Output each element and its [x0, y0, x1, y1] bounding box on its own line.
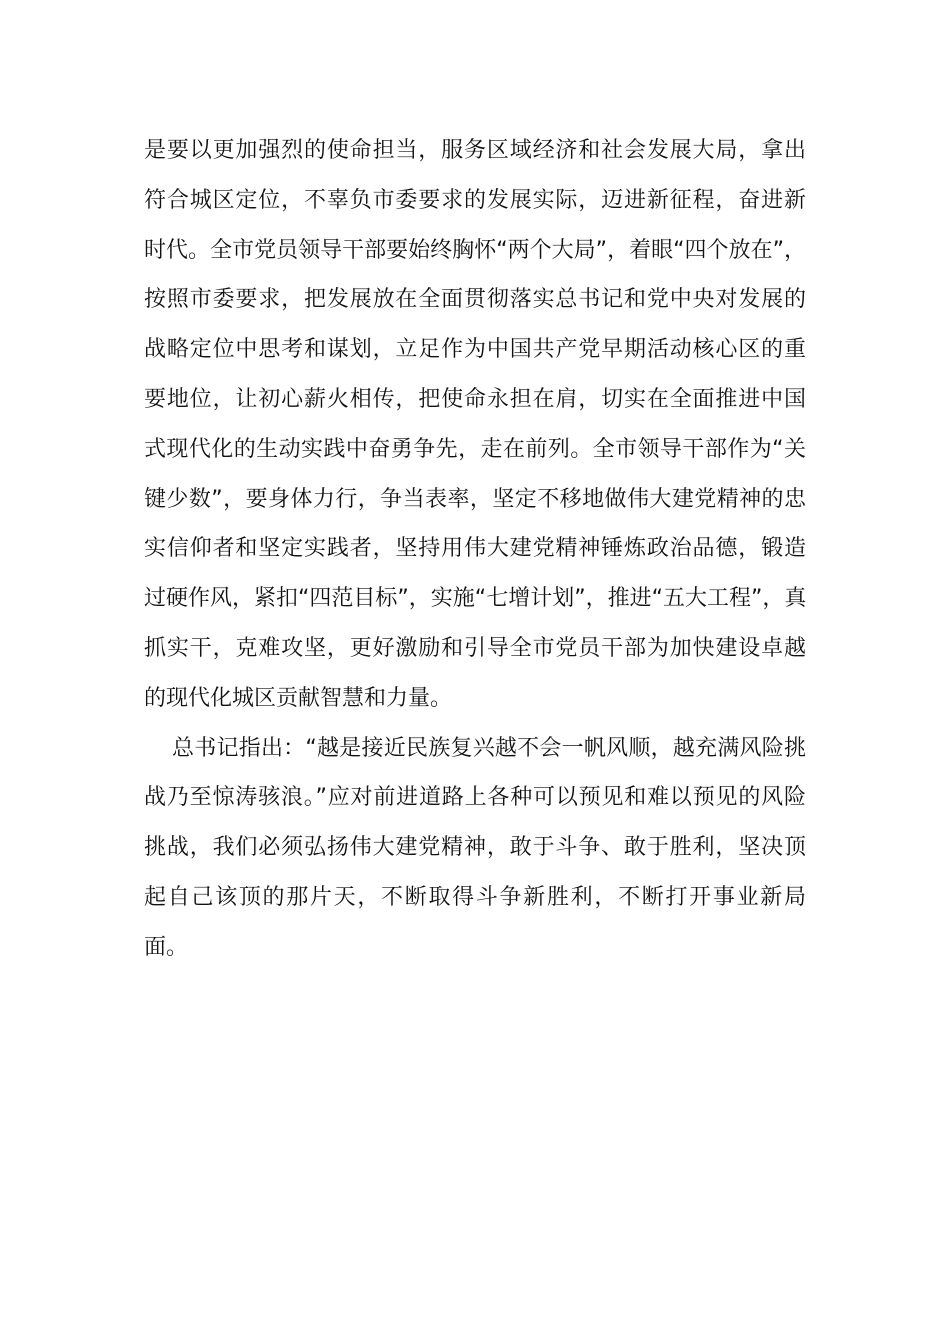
paragraph-2	[144, 724, 806, 973]
text-line: 战略定位中思考和谋划，立足作为中国共产党早期活动核心区的重	[144, 337, 806, 363]
paragraph-1	[144, 126, 806, 724]
text-line: 符合城区定位，不辜负市委要求的发展实际，迈进新征程，奋进新	[144, 187, 806, 213]
text-line: 挑战，我们必须弘扬伟大建党精神，敢于斗争、敢于胜利，坚决顶	[144, 835, 806, 861]
body-text	[144, 126, 806, 973]
text-line: 过硬作风，紧扣“四范目标”，实施“七增计划”，推进“五大工程”，真	[144, 586, 807, 612]
text-line: 时代。全市党员领导干部要始终胸怀“两个大局”，着眼“四个放在”，	[144, 237, 806, 263]
text-line: 式现代化的生动实践中奋勇争先，走在前列。全市领导干部作为“关	[144, 436, 806, 462]
text-line: 键少数”，要身体力行，争当表率，坚定不移地做伟大建党精神的忠	[144, 486, 806, 512]
text-line: 起自己该顶的那片天，不断取得斗争新胜利，不断打开事业新局	[144, 884, 806, 910]
text-line: 按照市委要求，把发展放在全面贯彻落实总书记和党中央对发展的	[144, 287, 806, 313]
text-line: 要地位，让初心薪火相传，把使命永担在肩，切实在全面推进中国	[144, 386, 806, 412]
text-line: 抓实干，克难攻坚，更好激励和引导全市党员干部为加快建设卓越	[144, 635, 806, 661]
text-line: 是要以更加强烈的使命担当，服务区域经济和社会发展大局，拿出	[144, 138, 806, 163]
text-line: 面。	[144, 934, 189, 960]
text-line: 的现代化城区贡献智慧和力量。	[144, 685, 453, 711]
text-line: 实信仰者和坚定实践者，坚持用伟大建党精神锤炼政治品德，锻造	[144, 536, 806, 562]
text-line: 总书记指出：“越是接近民族复兴越不会一帆风顺，越充满风险挑	[172, 735, 806, 761]
text-line: 战乃至惊涛骇浪。”应对前进道路上各种可以预见和难以预见的风险	[144, 785, 806, 811]
